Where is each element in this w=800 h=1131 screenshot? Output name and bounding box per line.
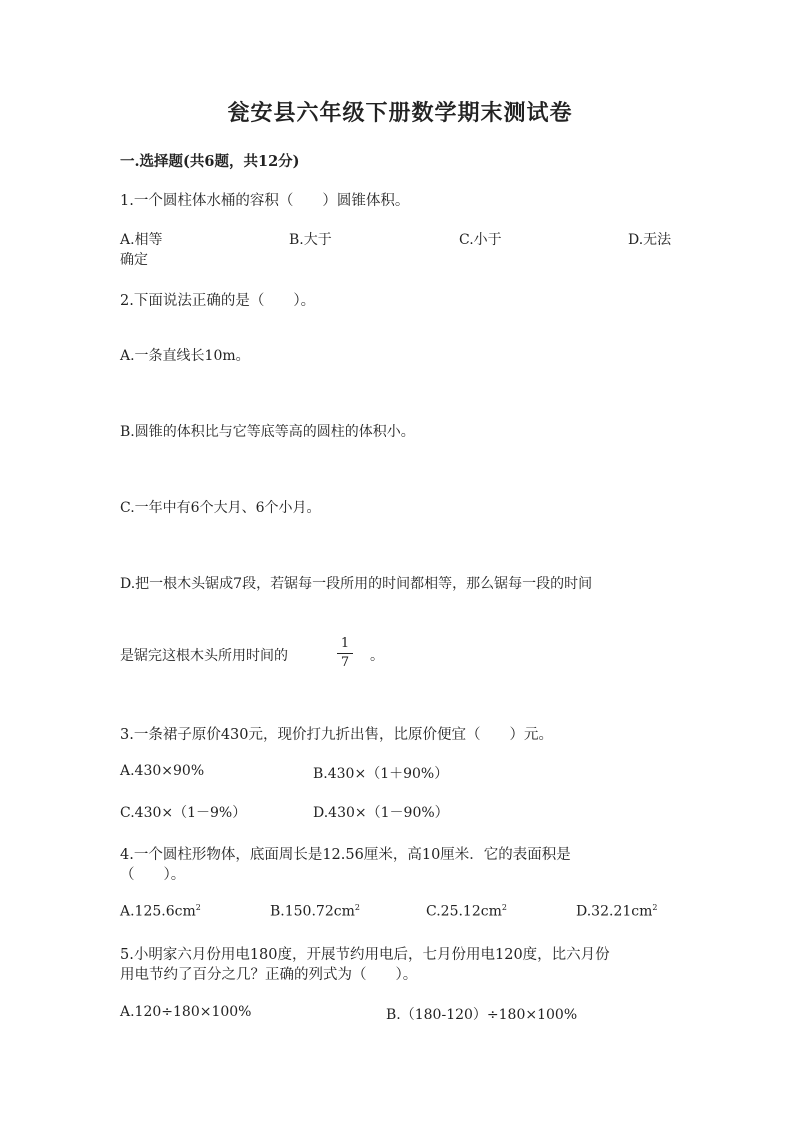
question-4-option-b-text: B.150.72cm [270,903,355,920]
question-3-option-a: A.430×90% [120,763,205,779]
section-heading: 一.选择题(共6题，共12分) [120,153,300,170]
question-4-option-a [120,903,201,920]
page-title: 瓮安县六年级下册数学期末测试卷 [227,100,573,126]
question-5-option-a: A.120÷180×100% [120,1004,252,1020]
question-2-option-d-line1: D.把一根木头锯成7段，若锯每一段所用的时间都相等，那么锯每一段的时间 [120,576,593,592]
question-3-option-b: B.430×（1＋90%） [313,766,449,782]
squared-superscript: 2 [652,903,658,912]
question-2-option-b: B.圆锥的体积比与它等底等高的圆柱的体积小。 [120,424,415,440]
question-1-option-c: C.小于 [459,232,502,248]
question-4-option-b [270,903,360,920]
fraction-one-seventh [337,636,353,671]
question-4-option-c [426,903,507,920]
question-4-stem-line2: （ ）。 [120,867,186,883]
question-4-stem-line1: 4.一个圆柱形物体，底面周长是12.56厘米，高10厘米．它的表面积是 [120,847,571,863]
fraction-bar [337,653,353,654]
question-1-option-d: D.无法 [628,232,672,248]
question-1-option-a: A.相等 [120,232,163,248]
question-4-option-d-text: D.32.21cm [576,903,653,920]
question-4-option-d [576,903,657,920]
question-3-option-d: D.430×（1－90%） [313,805,449,821]
question-2-option-c: C.一年中有6个大月、6个小月。 [120,500,321,516]
question-2-option-d-end: 。 [370,648,384,664]
squared-superscript: 2 [195,903,201,912]
question-3-option-c: C.430×（1－9%） [120,805,247,821]
question-1-option-b: B.大于 [289,232,332,248]
fraction-numerator: 1 [340,636,350,651]
fraction-denominator: 7 [340,655,350,670]
question-2-option-a: A.一条直线长10m。 [120,348,250,364]
squared-superscript: 2 [501,903,507,912]
question-2-stem: 2.下面说法正确的是（ ）。 [120,293,316,309]
question-5-stem-line2: 用电节约了百分之几？正确的列式为（ ）。 [120,967,418,983]
question-1-stem: 1.一个圆柱体水桶的容积（ ）圆锥体积。 [120,193,410,209]
question-5-stem-line1: 5.小明家六月份用电180度，开展节约用电后，七月份用电120度，比六月份 [120,947,610,963]
question-2-option-d-line2: 是锯完这根木头所用时间的 [120,648,288,664]
question-4-option-c-text: C.25.12cm [426,903,502,920]
question-3-stem: 3.一条裙子原价430元，现价打九折出售，比原价便宜（ ）元。 [120,727,554,743]
squared-superscript: 2 [354,903,360,912]
question-4-option-a-text: A.125.6cm [120,903,196,920]
question-5-option-b: B.（180-120）÷180×100% [386,1007,578,1023]
question-1-option-d-wrap: 确定 [120,252,148,268]
